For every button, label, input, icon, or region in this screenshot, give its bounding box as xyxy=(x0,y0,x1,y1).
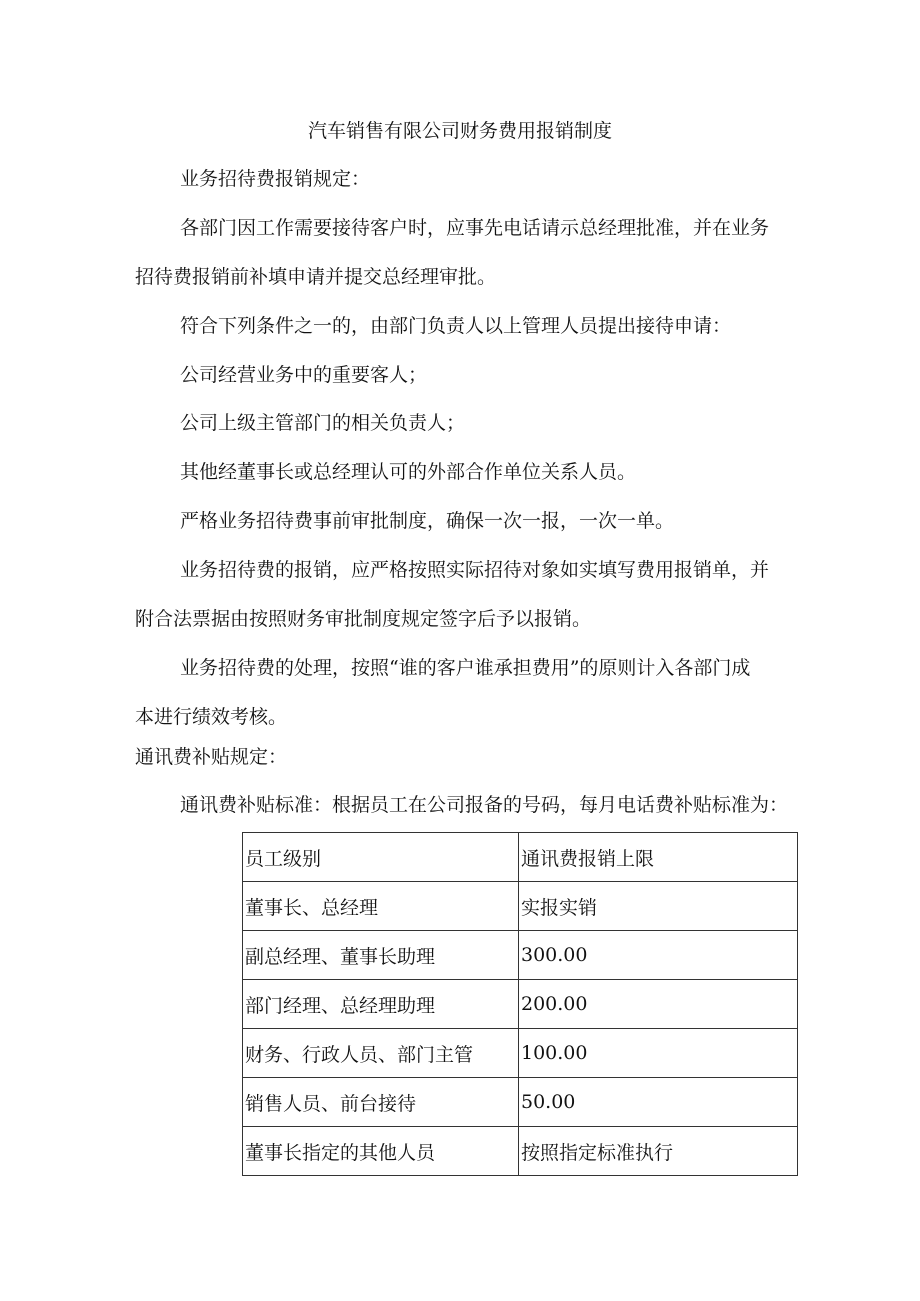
paragraph-line: 各部门因工作需要接待客户时，应事先电话请示总经理批准，并在业务 xyxy=(180,217,770,239)
table-row xyxy=(243,931,798,980)
table-header-cell: 员工级别 xyxy=(243,833,519,882)
telecom-allowance-table xyxy=(242,832,798,1176)
telecom-heading: 通讯费补贴规定： xyxy=(135,746,288,768)
paragraph-line: 本进行绩效考核。 xyxy=(135,706,288,728)
table-cell-level: 董事长、总经理 xyxy=(243,882,519,931)
table-cell-level: 财务、行政人员、部门主管 xyxy=(243,1029,519,1078)
paragraph-line: 附合法票据由按照财务审批制度规定签字后予以报销。 xyxy=(135,608,592,630)
entertainment-heading: 业务招待费报销规定： xyxy=(180,168,371,190)
table-row xyxy=(243,1078,798,1127)
table-row xyxy=(243,980,798,1029)
paragraph-line: 业务招待费的处理，按照“谁的客户谁承担费用”的原则计入各部门成 xyxy=(180,657,751,679)
paragraph-line: 严格业务招待费事前审批制度，确保一次一报，一次一单。 xyxy=(180,510,675,532)
table-cell-limit: 实报实销 xyxy=(519,882,798,931)
table-cell-level: 副总经理、董事长助理 xyxy=(243,931,519,980)
document-title: 汽车销售有限公司财务费用报销制度 xyxy=(307,120,612,142)
table-row xyxy=(243,1127,798,1176)
condition-item: 公司经营业务中的重要客人； xyxy=(180,364,428,386)
table-cell-level: 部门经理、总经理助理 xyxy=(243,980,519,1029)
table-row xyxy=(243,882,798,931)
table-cell-limit: 300.00 xyxy=(519,931,798,980)
paragraph-line: 招待费报销前补填申请并提交总经理审批。 xyxy=(135,266,497,288)
condition-item: 其他经董事长或总经理认可的外部合作单位关系人员。 xyxy=(180,461,637,483)
paragraph-line: 业务招待费的报销，应严格按照实际招待对象如实填写费用报销单，并 xyxy=(180,559,770,581)
table-cell-level: 董事长指定的其他人员 xyxy=(243,1127,519,1176)
table-cell-limit: 50.00 xyxy=(519,1078,798,1127)
table-cell-limit: 按照指定标准执行 xyxy=(519,1127,798,1176)
table-cell-limit: 200.00 xyxy=(519,980,798,1029)
table-cell-level: 销售人员、前台接待 xyxy=(243,1078,519,1127)
table-header-cell: 通讯费报销上限 xyxy=(519,833,798,882)
table-cell-limit: 100.00 xyxy=(519,1029,798,1078)
telecom-standard: 通讯费补贴标准：根据员工在公司报备的号码，每月电话费补贴标准为： xyxy=(180,794,789,816)
paragraph-line: 符合下列条件之一的，由部门负责人以上管理人员提出接待申请： xyxy=(180,315,732,337)
table-row xyxy=(243,1029,798,1078)
table-header-row xyxy=(243,833,798,882)
condition-item: 公司上级主管部门的相关负责人； xyxy=(180,412,466,434)
